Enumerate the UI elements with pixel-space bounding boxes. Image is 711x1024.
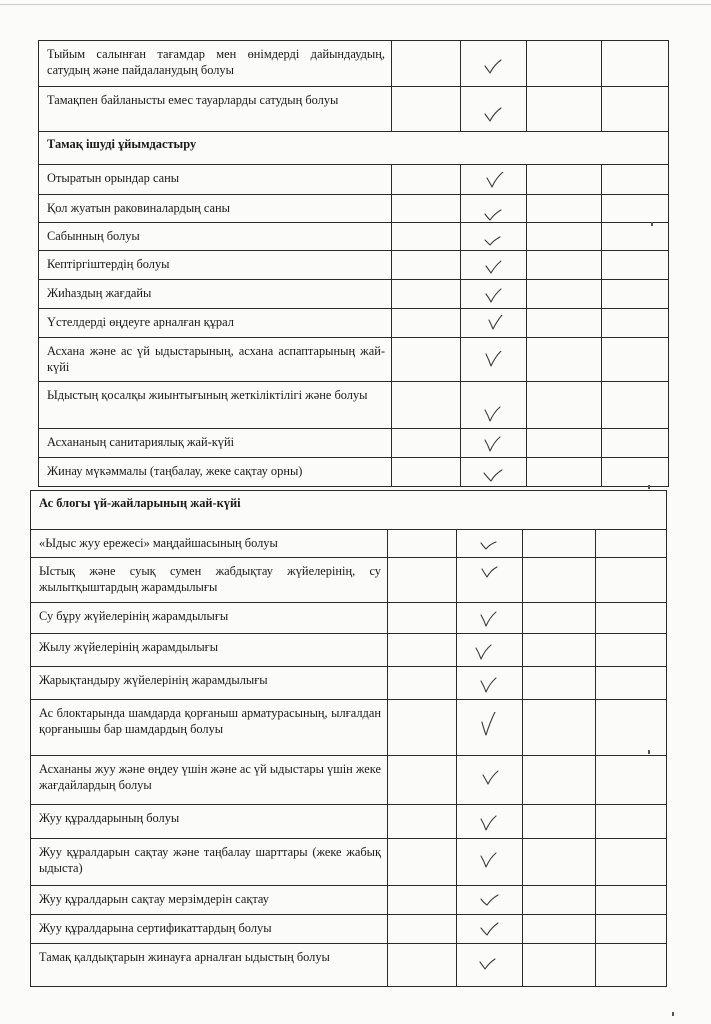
row-label: «Ыдыс жуу ережесі» маңдайшасының болуы: [39, 536, 278, 550]
table-row: [31, 839, 667, 886]
checkmark-icon: [483, 467, 503, 483]
row-label: Жинау мүкәммалы (таңбалау, жеке сақтау орны): [47, 464, 303, 478]
table-row: [39, 338, 669, 382]
row-label: Сабынның болуы: [47, 229, 140, 243]
table-row: [39, 309, 669, 338]
checklist-table-upper: [38, 40, 669, 487]
section-title: Ас блогы үй-жайларының жай-күйі: [39, 496, 241, 510]
check-cell: [461, 251, 527, 280]
checkmark-icon: [483, 107, 503, 123]
checklist-table-lower: [30, 490, 667, 987]
row-label: Асхана және ас үй ыдыстарының, асхана аспаптарының жай-күйі: [47, 344, 385, 374]
table-row: [39, 195, 669, 223]
row-label: Ас блоктарында шамдарда қорғаныш арматурасының, ылғалдан қорғанышы бар шамдардың болуы: [39, 706, 381, 736]
table-row: [39, 41, 669, 87]
section-header-row: [39, 132, 669, 165]
check-cell: [461, 41, 527, 87]
checkmark-icon: [483, 207, 503, 223]
table-row: [39, 223, 669, 251]
check-cell: [457, 558, 523, 603]
row-label: Жарықтандыру жүйелерінің жарамдылығы: [39, 673, 268, 687]
checkmark-icon: [487, 315, 507, 331]
scan-speck: [648, 485, 650, 489]
scan-speck: [672, 1012, 674, 1016]
checkmark-icon: [484, 351, 504, 367]
table-row: [39, 382, 669, 429]
check-cell: [461, 87, 527, 132]
check-cell: [461, 429, 527, 458]
row-label: Жуу құралдарын сақтау және таңбалау шарттары (жеке жабық ыдыста): [39, 845, 381, 875]
checkmark-icon: [483, 233, 503, 249]
check-cell: [461, 280, 527, 309]
check-cell: [461, 195, 527, 223]
checkmark-icon: [480, 564, 500, 580]
check-cell: [461, 165, 527, 195]
checkmark-icon: [479, 712, 499, 736]
row-label: Жуу құралдарының болуы: [39, 811, 180, 825]
check-cell: [461, 338, 527, 382]
table-row: [31, 756, 667, 805]
row-label: Жуу құралдарына сертификаттардың болуы: [39, 921, 272, 935]
table-row: [39, 429, 669, 458]
checkmark-icon: [479, 892, 499, 908]
check-cell: [457, 756, 523, 805]
row-label: Жиһаздың жағдайы: [47, 286, 152, 300]
row-label: Кептіргіштердің болуы: [47, 257, 170, 271]
check-cell: [457, 603, 523, 634]
checkmark-icon: [483, 406, 503, 422]
checkmark-icon: [479, 611, 499, 627]
row-label: Қол жуатын раковиналардың саны: [47, 201, 230, 215]
scan-speck: [648, 750, 650, 754]
checkmark-icon: [479, 537, 499, 553]
row-label: Отыратын орындар саны: [47, 171, 180, 185]
table-row: [39, 458, 669, 487]
row-label: Су бұру жүйелерінің жарамдылығы: [39, 609, 229, 623]
table-row: [31, 700, 667, 756]
check-cell: [461, 223, 527, 251]
check-cell: [457, 667, 523, 700]
checkmark-icon: [479, 852, 499, 868]
checkmark-icon: [484, 288, 504, 304]
table-row: [31, 805, 667, 839]
checkmark-icon: [483, 436, 503, 452]
check-cell: [457, 839, 523, 886]
check-cell: [461, 309, 527, 338]
check-cell: [457, 700, 523, 756]
check-cell: [457, 915, 523, 944]
table-row: [31, 944, 667, 987]
scan-speck: [651, 222, 653, 226]
table-row: [31, 530, 667, 558]
table-row: [31, 634, 667, 667]
checkmark-icon: [478, 956, 498, 972]
checkmark-icon: [484, 260, 504, 276]
table-row: [39, 165, 669, 195]
checkmark-icon: [479, 921, 499, 937]
row-label: Тамақ қалдықтарын жинауға арналған ыдыстың болуы: [39, 950, 330, 964]
checkmark-icon: [474, 644, 494, 660]
row-label: Тыйым салынған тағамдар мен өнімдерді дайындаудың, сатудың және пайдаланудың болуы: [47, 47, 385, 77]
table-row: [31, 667, 667, 700]
check-cell: [457, 886, 523, 915]
table-row: [39, 87, 669, 132]
check-cell: [457, 634, 523, 667]
check-cell: [461, 458, 527, 487]
row-label: Асхананың санитариялық жай-күйі: [47, 435, 235, 449]
row-label: Ыстық және суық сумен жабдықтау жүйелерінің, су жылытқыштардың жарамдылығы: [39, 564, 381, 594]
row-label: Жуу құралдарын сақтау мерзімдерін сақтау: [39, 892, 269, 906]
check-cell: [461, 382, 527, 429]
section-header-row: [31, 491, 667, 530]
checkmark-icon: [479, 677, 499, 693]
table-row: [31, 915, 667, 944]
row-label: Жылу жүйелерінің жарамдылығы: [39, 640, 219, 654]
checkmark-icon: [483, 59, 503, 75]
check-cell: [457, 944, 523, 987]
row-label: Үстелдерді өңдеуге арналған құрал: [47, 315, 234, 329]
row-label: Асхананы жуу және өңдеу үшін және ас үй ыдыстары үшін жеке жағдайлардың болуы: [39, 762, 382, 792]
check-cell: [457, 805, 523, 839]
table-row: [39, 251, 669, 280]
table-row: [31, 886, 667, 915]
row-label: Тамақпен байланысты емес тауарларды сатудың болуы: [47, 93, 339, 107]
checkmark-icon: [479, 815, 499, 831]
table-row: [31, 603, 667, 634]
table-row: [39, 280, 669, 309]
checkmark-icon: [481, 770, 501, 786]
section-title: Тамақ ішуді ұйымдастыру: [47, 137, 197, 151]
check-cell: [457, 530, 523, 558]
checkmark-icon: [485, 172, 505, 188]
table-row: [31, 558, 667, 603]
row-label: Ыдыстың қосалқы жиынтығының жеткіліктілігі және болуы: [47, 388, 368, 402]
